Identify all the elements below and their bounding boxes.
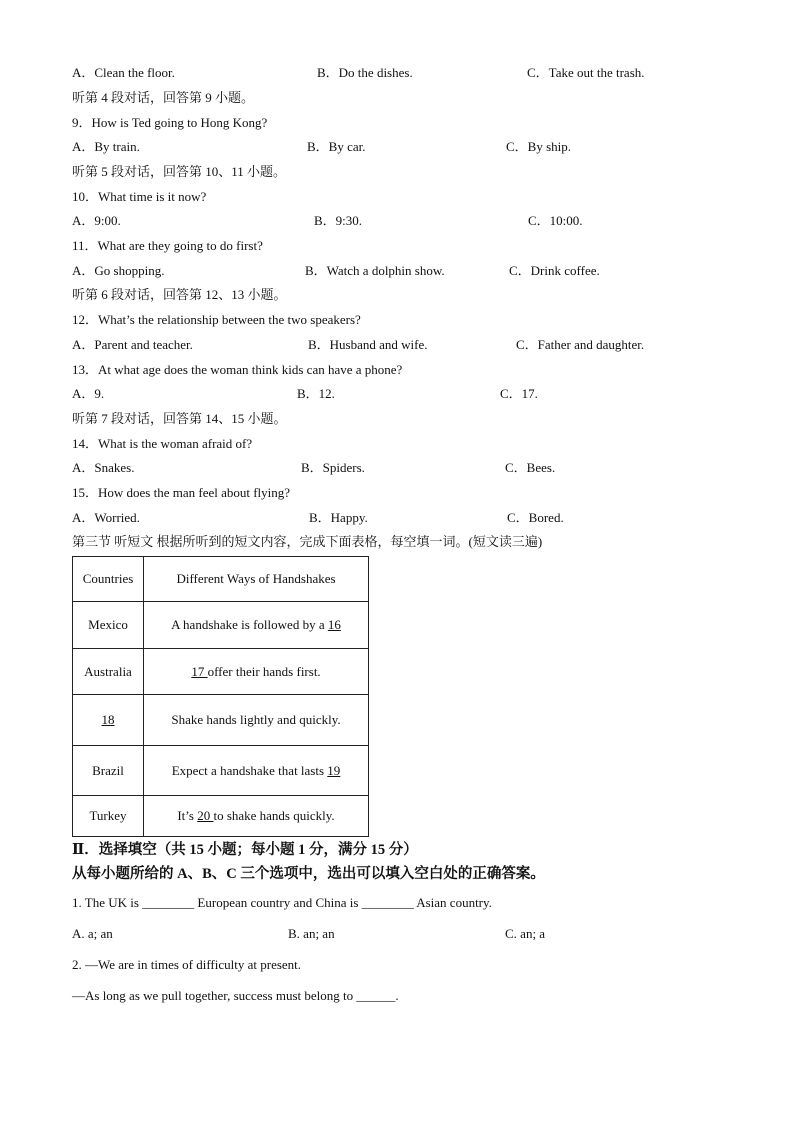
blank-18: 18 bbox=[101, 712, 115, 727]
q12-option-c: C．Father and daughter. bbox=[516, 337, 645, 352]
q13-option-a: A．9. bbox=[72, 386, 105, 401]
table-row bbox=[73, 746, 369, 796]
q14-option-c: C．Bees. bbox=[505, 460, 556, 475]
c1-option-b: B. an; an bbox=[288, 926, 335, 941]
c2-stem-line1: 2. —We are in times of difficulty at present. bbox=[72, 957, 302, 972]
q9-stem: 9．How is Ted going to Hong Kong? bbox=[72, 115, 268, 130]
c1-option-c: C. an; a bbox=[505, 926, 546, 941]
way-cell bbox=[144, 602, 369, 649]
country-cell: Turkey bbox=[73, 796, 144, 837]
q15-stem: 15．How does the man feel about flying? bbox=[72, 485, 291, 500]
q10-stem: 10．What time is it now? bbox=[72, 189, 207, 204]
way-cell bbox=[144, 649, 369, 695]
table-row bbox=[73, 796, 369, 837]
q10-option-c: C．10:00. bbox=[528, 213, 583, 228]
q15-option-a: A．Worried. bbox=[72, 510, 140, 525]
way-cell bbox=[144, 796, 369, 837]
c1-stem: 1. The UK is ________ European country and China is ________ Asian country. bbox=[72, 895, 492, 910]
way-text: Expect a handshake that lasts bbox=[171, 762, 328, 778]
country-cell: Brazil bbox=[73, 746, 144, 796]
q10-option-b: B．9:30. bbox=[314, 213, 363, 228]
table-header-row bbox=[73, 557, 369, 602]
c1-option-a: A. a; an bbox=[72, 926, 113, 941]
q14-option-a: A．Snakes. bbox=[72, 460, 135, 475]
section-4-instruction: 听第 4 段对话，回答第 9 小题。 bbox=[72, 90, 255, 105]
way-text: A handshake is followed by a bbox=[171, 617, 328, 632]
c2-stem-line2: —As long as we pull together, success must belong to ______. bbox=[72, 988, 399, 1003]
q8-option-c: C．Take out the trash. bbox=[527, 65, 645, 80]
blank-17: 17 bbox=[191, 663, 208, 679]
q8-option-b: B．Do the dishes. bbox=[317, 65, 413, 80]
q11-option-b: B．Watch a dolphin show. bbox=[305, 263, 445, 278]
q9-option-b: B．By car. bbox=[307, 139, 366, 154]
q10-option-a: A．9:00. bbox=[72, 213, 121, 228]
part-3-heading: 第三节 听短文 根据所听到的短文内容，完成下面表格，每空填一词。(短文读三遍) bbox=[72, 534, 543, 549]
table-header-countries: Countries bbox=[73, 557, 144, 602]
section-7-instruction: 听第 7 段对话，回答第 14、15 小题。 bbox=[72, 411, 287, 426]
q13-option-b: B．12. bbox=[297, 386, 335, 401]
q9-option-a: A．By train. bbox=[72, 139, 140, 154]
table-row bbox=[73, 695, 369, 746]
blank-19: 19 bbox=[327, 762, 341, 778]
section-5-instruction: 听第 5 段对话，回答第 10、11 小题。 bbox=[72, 164, 287, 179]
way-cell bbox=[144, 746, 369, 796]
way-text: to shake hands quickly. bbox=[213, 808, 335, 823]
q9-option-c: C．By ship. bbox=[506, 139, 572, 154]
q11-stem: 11．What are they going to do first? bbox=[72, 238, 263, 253]
q11-option-a: A．Go shopping. bbox=[72, 263, 165, 278]
way-text: offer their hands first. bbox=[207, 663, 321, 679]
table-header-ways: Different Ways of Handshakes bbox=[144, 557, 369, 602]
table-row bbox=[73, 649, 369, 695]
way-cell: Shake hands lightly and quickly. bbox=[144, 695, 369, 746]
q14-stem: 14．What is the woman afraid of? bbox=[72, 436, 253, 451]
q12-stem: 12．What’s the relationship between the two speakers? bbox=[72, 312, 361, 327]
q12-option-a: A．Parent and teacher. bbox=[72, 337, 193, 352]
q14-option-b: B．Spiders. bbox=[301, 460, 365, 475]
q15-option-b: B．Happy. bbox=[309, 510, 368, 525]
country-cell: Australia bbox=[73, 649, 144, 695]
q13-option-c: C．17. bbox=[500, 386, 538, 401]
blank-20: 20 bbox=[197, 808, 214, 823]
q13-stem: 13．At what age does the woman think kids can have a phone? bbox=[72, 362, 403, 377]
country-cell: Mexico bbox=[73, 602, 144, 649]
way-text: It’s bbox=[177, 808, 198, 823]
q12-option-b: B．Husband and wife. bbox=[308, 337, 428, 352]
q15-option-c: C．Bored. bbox=[507, 510, 564, 525]
table-row bbox=[73, 602, 369, 649]
section-6-instruction: 听第 6 段对话，回答第 12、13 小题。 bbox=[72, 287, 287, 302]
part-2-instruction: 从每小题所给的 A、B、C 三个选项中，选出可以填入空白处的正确答案。 bbox=[72, 866, 545, 882]
blank-16: 16 bbox=[327, 617, 341, 632]
q11-option-c: C．Drink coffee. bbox=[509, 263, 600, 278]
part-2-title: Ⅱ．选择填空（共 15 小题；每小题 1 分，满分 15 分） bbox=[72, 842, 418, 858]
q8-option-a: A．Clean the floor. bbox=[72, 65, 175, 80]
handshake-table bbox=[72, 556, 369, 837]
country-cell bbox=[73, 695, 144, 746]
